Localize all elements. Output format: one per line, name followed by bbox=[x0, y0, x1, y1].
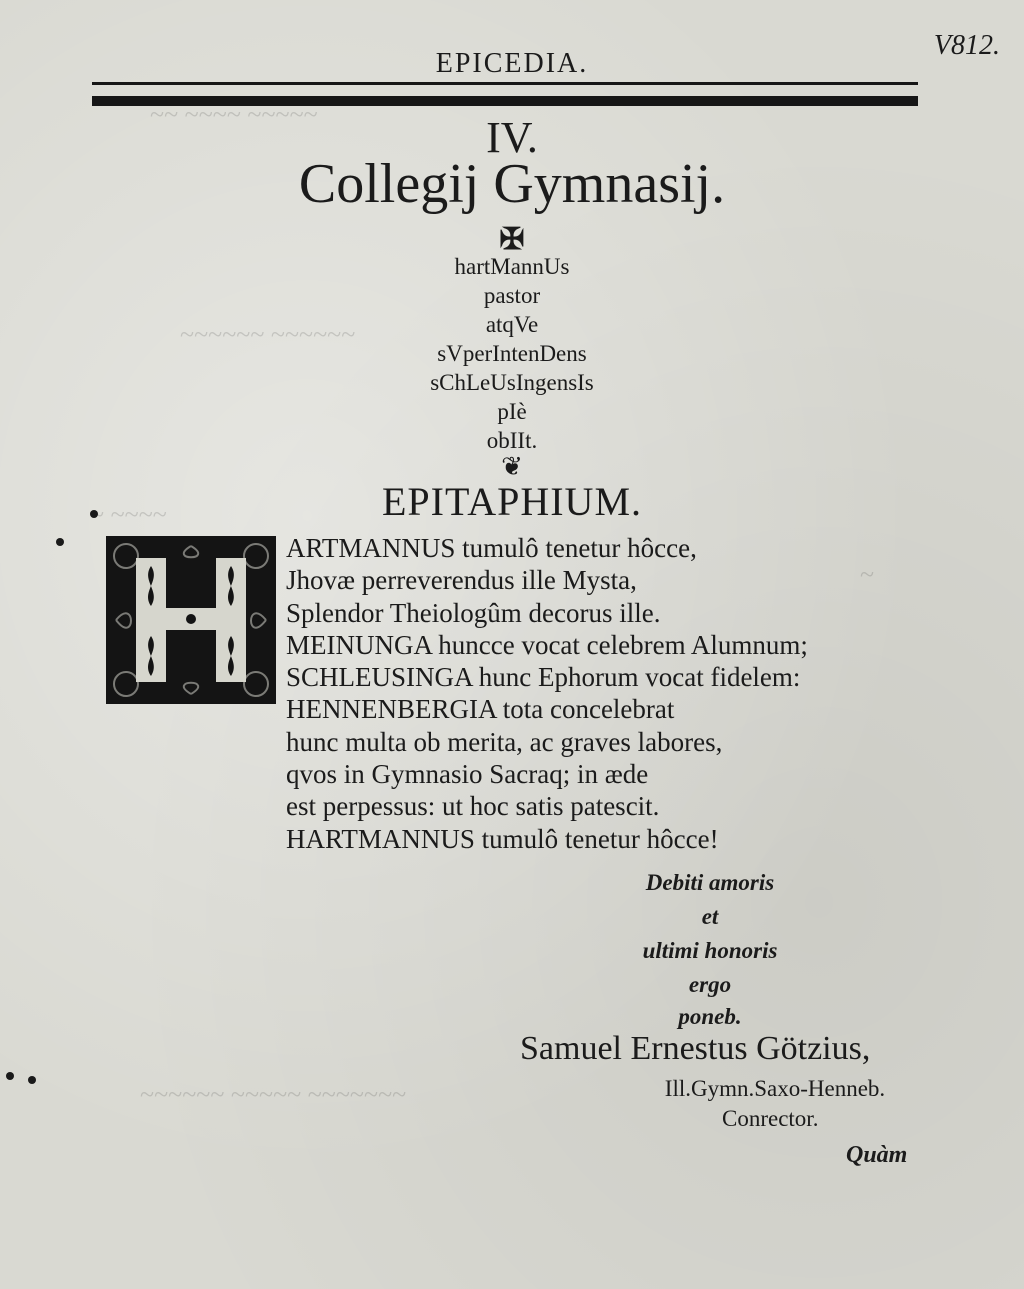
bleed-through-text: ~ bbox=[860, 560, 875, 589]
poem-line: HENNENBERGIA tota concelebrat bbox=[286, 694, 675, 725]
epitaph-title: EPITAPHIUM. bbox=[381, 479, 643, 524]
cross-icon: ✠ bbox=[499, 222, 525, 257]
poem-line: ARTMANNUS tumulô tenetur hôcce, bbox=[286, 533, 697, 563]
chronogram bbox=[0, 252, 1024, 455]
header-rule-thick bbox=[92, 96, 918, 106]
dedication-line: et bbox=[701, 904, 719, 929]
section-numeral: IV. bbox=[486, 113, 538, 162]
dedication-line: ultimi honoris bbox=[642, 938, 778, 963]
chronogram-line: atqVe bbox=[485, 312, 539, 337]
ornamental-initial-icon bbox=[106, 536, 276, 704]
poem-line: MEINUNGA huncce vocat celebrem Alumnum; bbox=[286, 629, 808, 660]
epitaph-poem bbox=[286, 532, 926, 855]
chronogram-line: hartMannUs bbox=[454, 254, 570, 279]
dedication-line: poneb. bbox=[678, 1004, 742, 1029]
bleed-through-text: ~~~~~~ ~~~~~ ~~~~~~~ bbox=[140, 1080, 407, 1109]
dedication-line: ergo bbox=[688, 972, 732, 997]
poem-line: hunc multa ob merita, ac graves labores, bbox=[286, 726, 723, 757]
signer-name: Samuel Ernestus Götzius, bbox=[520, 1030, 871, 1067]
bleed-through-text: ~ ~~~~ bbox=[90, 500, 167, 529]
bleed-through-text: ~~ ~~~~ ~~~~~ bbox=[150, 100, 318, 129]
catchword: Quàm bbox=[846, 1142, 908, 1168]
chronogram-line: sVperIntenDens bbox=[437, 341, 587, 366]
chronogram-line: pastor bbox=[483, 283, 541, 308]
poem-line: Jhovæ perreverendus ille Mysta, bbox=[286, 565, 637, 596]
signer-affiliation: Ill.Gymn.Saxo-Henneb. bbox=[664, 1076, 886, 1101]
chronogram-line: pIè bbox=[497, 399, 527, 424]
section-subtitle: Collegij Gymnasij. bbox=[298, 153, 726, 215]
poem-line: est perpessus: ut hoc satis patescit. bbox=[286, 791, 660, 822]
chronogram-line: obIIt. bbox=[486, 428, 538, 453]
running-title: EPICEDIA. bbox=[435, 48, 589, 79]
dedication-line: Debiti amoris bbox=[645, 870, 775, 895]
poem-line: SCHLEUSINGA hunc Ephorum vocat fidelem: bbox=[286, 662, 801, 693]
signer-role: Conrector. bbox=[722, 1106, 819, 1131]
folio-number: V812. bbox=[933, 30, 1000, 61]
poem-line: HARTMANNUS tumulô tenetur hôcce! bbox=[286, 823, 719, 854]
bleed-through-text: ~~~~~~ ~~~~~~ bbox=[180, 320, 356, 349]
margin-dot bbox=[56, 538, 64, 546]
margin-dot bbox=[90, 510, 98, 518]
chronogram-line: sChLeUsIngensIs bbox=[430, 370, 594, 395]
margin-dot bbox=[28, 1076, 36, 1084]
header-rule-thin bbox=[92, 82, 918, 85]
margin-dot bbox=[6, 1072, 14, 1080]
fleuron-icon: ❦ bbox=[501, 452, 523, 482]
poem-line: Splendor Theiologûm decorus ille. bbox=[286, 597, 661, 628]
poem-line: qvos in Gymnasio Sacraq; in æde bbox=[286, 759, 649, 790]
